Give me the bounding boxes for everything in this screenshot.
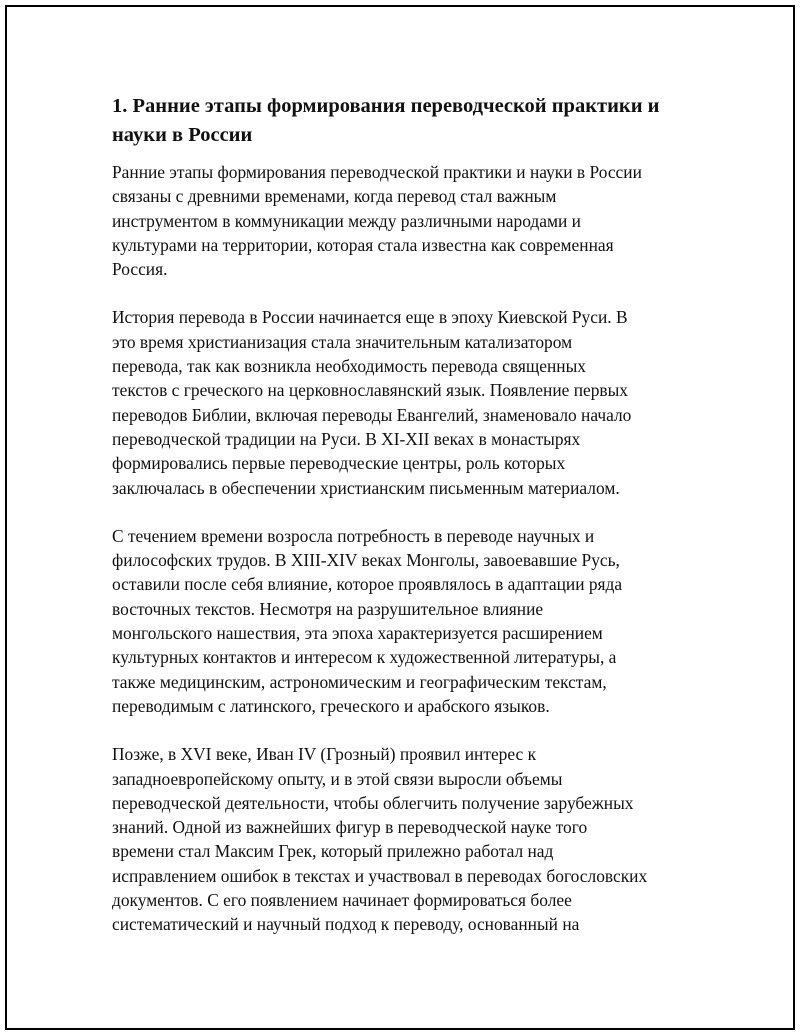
text-line: времени стал Максим Грек, который прилежно работал над bbox=[112, 841, 554, 862]
paragraph-2 bbox=[112, 305, 687, 499]
text-line: оставили после себя влияние, которое проявлялось в адаптации ряда bbox=[112, 574, 623, 595]
text-line: переводческой деятельности, чтобы облегчить получение зарубежных bbox=[112, 792, 634, 813]
text-line: культурами на территории, которая стала известна как современная bbox=[112, 234, 614, 255]
text-line: заключалась в обеспечении христианским письменным материалом. bbox=[112, 477, 620, 498]
text-line: инструментом в коммуникации между различными народами и bbox=[112, 210, 581, 231]
text-line: С течением времени возросла потребность в переводе научных и bbox=[112, 525, 595, 546]
text-line: Ранние этапы формирования переводческой практики и науки в России bbox=[112, 162, 642, 182]
text-line: монгольского нашествия, эта эпоха характеризуется расширением bbox=[112, 623, 603, 644]
text-line: также медицинским, астрономическим и географическим текстам, bbox=[112, 671, 607, 692]
text-line: переводимым с латинского, греческого и арабского языков. bbox=[112, 695, 550, 716]
text-line: это время христианизация стала значительным катализатором bbox=[112, 331, 573, 352]
document-body bbox=[112, 92, 687, 961]
text-line: связаны с древними временами, когда перевод стал важным bbox=[112, 186, 557, 207]
text-line: восточных текстов. Несмотря на разрушительное влияние bbox=[112, 598, 544, 619]
text-line: переводов Библии, включая переводы Евангелий, знаменовало начало bbox=[112, 404, 632, 425]
text-line: культурных контактов и интересом к художественной литературы, а bbox=[112, 647, 617, 668]
paragraph-3 bbox=[112, 524, 687, 718]
section-heading bbox=[112, 92, 687, 150]
paragraph-1 bbox=[112, 160, 687, 281]
text-line: Позже, в XVI веке, Иван IV (Грозный) проявил интерес к bbox=[112, 744, 537, 765]
text-line: переводческой традиции на Руси. В XI-XII веках в монастырях bbox=[112, 428, 581, 449]
text-line: формировались первые переводческие центры, роль которых bbox=[112, 453, 566, 474]
paragraph-4 bbox=[112, 742, 687, 936]
text-line: документов. С его появлением начинает формироваться более bbox=[112, 890, 572, 911]
text-line: исправлением ошибок в текстах и участвовал в переводах богословских bbox=[112, 865, 648, 886]
text-line: перевода, так как возникла необходимость перевода священных bbox=[112, 356, 586, 377]
heading-line: науки в России bbox=[112, 124, 253, 146]
text-line: западноевропейскому опыту, и в этой связи выросли объемы bbox=[112, 768, 563, 789]
text-line: знаний. Одной из важнейших фигур в переводческой науке того bbox=[112, 817, 588, 838]
text-line: текстов с греческого на церковнославянский язык. Появление первых bbox=[112, 380, 629, 401]
text-line: Россия. bbox=[112, 259, 168, 280]
text-line: История перевода в России начинается еще в эпоху Киевской Руси. В bbox=[112, 307, 628, 328]
heading-line: 1. Ранние этапы формирования переводческой практики и bbox=[112, 95, 660, 117]
text-line: философских трудов. В XIII-XIV веках Монголы, завоевавшие Русь, bbox=[112, 550, 620, 571]
text-line: систематический и научный подход к переводу, основанный на bbox=[112, 914, 580, 935]
